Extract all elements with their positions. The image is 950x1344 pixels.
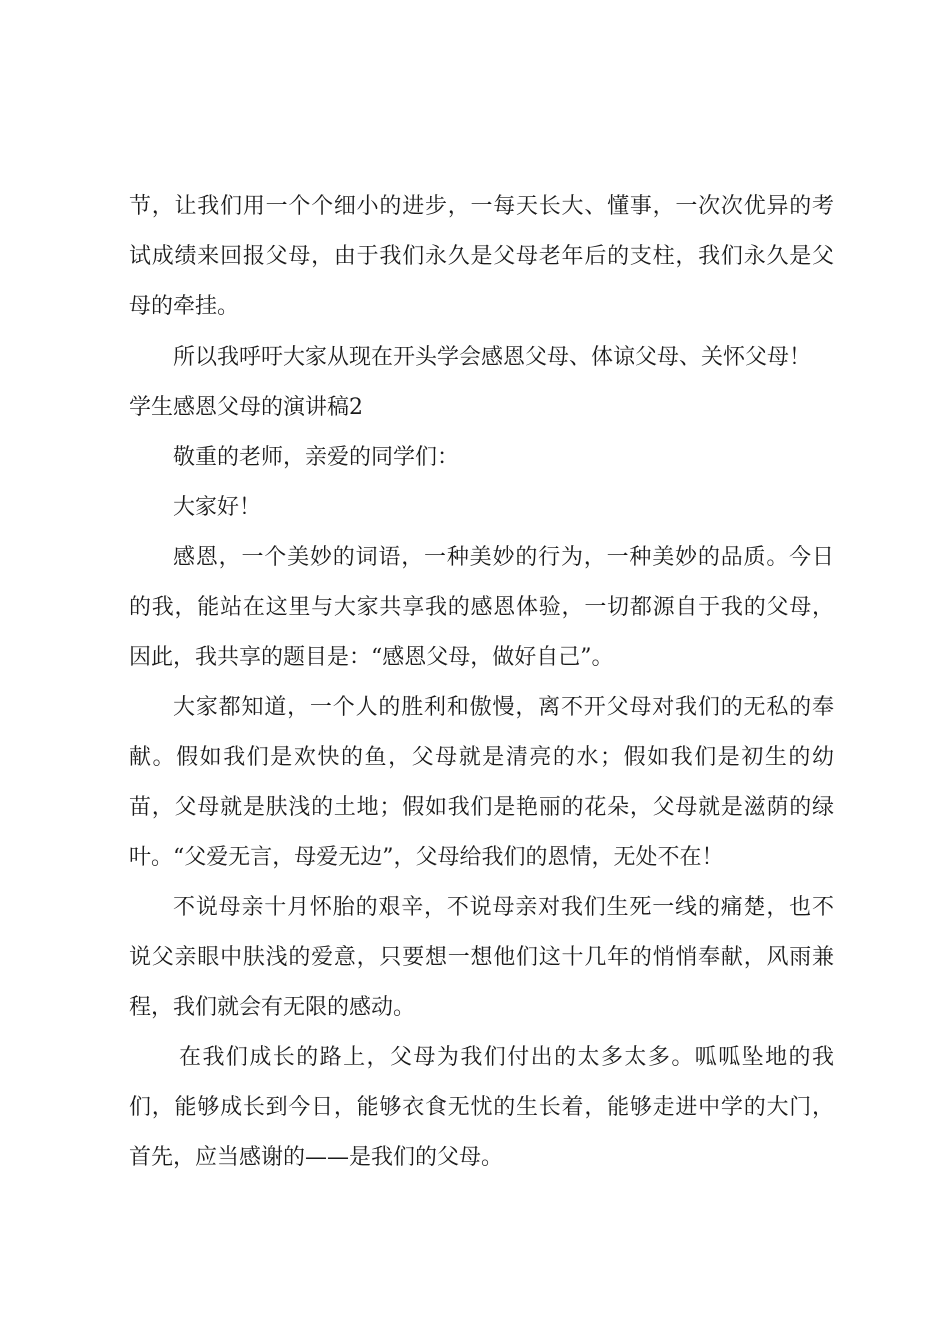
text-line: 程，我们就会有无限的感动。 — [129, 995, 416, 1020]
text-line: 感恩，一个美妙的词语，一种美妙的行为，一种美妙的品质。今日 — [173, 545, 834, 570]
salutation: 敬重的老师，亲爱的同学们： — [173, 445, 460, 470]
text-line: 说父亲眼中肤浅的爱意，只要想一想他们这十几年的悄悄奉献，风雨兼 — [129, 945, 834, 970]
text-line: 因此，我共享的题目是：“感恩父母，做好自己”。 — [129, 645, 614, 670]
text-line: 大家都知道，一个人的胜利和傲慢，离不开父母对我们的无私的奉 — [173, 695, 834, 720]
text-line: 在我们成长的路上，父母为我们付出的太多太多。呱呱坠地的我 — [179, 1045, 834, 1070]
text-line: 苗，父母就是肤浅的土地；假如我们是艳丽的花朵，父母就是滋荫的绿 — [129, 795, 834, 820]
text-line: 所以我呼吁大家从现在开头学会感恩父母、体谅父母、关怀父母！ — [173, 345, 812, 370]
greeting: 大家好！ — [173, 495, 262, 520]
text-line: 的我，能站在这里与大家共享我的感恩体验，一切都源自于我的父母， — [129, 595, 834, 620]
text-line: 不说母亲十月怀胎的艰辛，不说母亲对我们生死一线的痛楚，也不 — [173, 895, 834, 920]
text-line: 节，让我们用一个个细小的进步，一每天长大、懂事，一次次优异的考 — [129, 194, 834, 219]
section-title: 学生感恩父母的演讲稿2 — [129, 395, 363, 420]
text-line: 叶。“父爱无言，母爱无边”，父母给我们的恩情，无处不在！ — [129, 845, 724, 870]
text-line: 首先，应当感谢的——是我们的父母。 — [129, 1145, 504, 1170]
text-line: 试成绩来回报父母，由于我们永久是父母老年后的支柱，我们永久是父 — [129, 244, 834, 269]
text-line: 们，能够成长到今日，能够衣食无忧的生长着，能够走进中学的大门， — [129, 1095, 834, 1120]
text-line: 献。假如我们是欢快的鱼，父母就是清亮的水；假如我们是初生的幼 — [129, 745, 834, 770]
text-line: 母的牵挂。 — [129, 294, 240, 319]
